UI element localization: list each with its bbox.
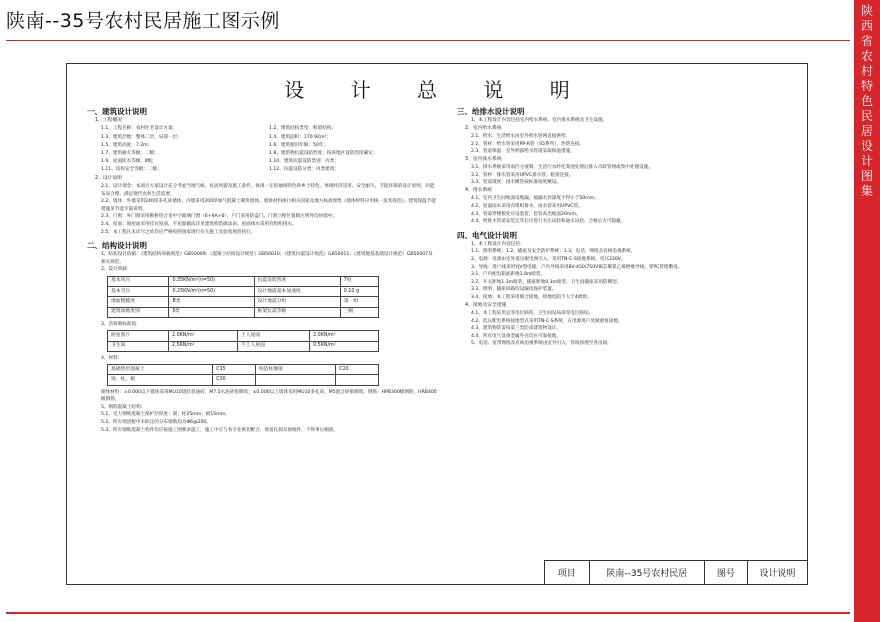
overview-item: 1.3、建筑层数：整体二层，局部一层； [101,134,182,140]
paragraph: 3、导线：进户线采用YJV型电缆，户内导线采用BV-450/750V铜芯聚氯乙烯绝缘导线，穿PC管暗敷设。 [471,264,683,270]
table-cell [255,375,335,385]
paragraph: 1.1、照明系统；1.2、插座及安全防护系统；1.3、电话、网络及有线电视系统。 [471,249,636,255]
header-divider [6,40,850,41]
paragraph: 3.3、照明、插座回路均设漏电保护装置。 [471,287,557,293]
footer-divider [6,612,850,614]
overview-item: 1.7、建筑耐火等级：二级； [101,151,159,157]
table-cell: 上人屋面 [237,331,309,341]
overview-item: 1.10、建筑抗震设防类别：丙类； [269,159,339,165]
paragraph: 5、钢筋混凝土结构： [101,404,146,410]
page-title: 陕南--35号农村民居施工图示例 [6,10,280,32]
overview-item: 1.9、屋面防水等级：Ⅱ级； [101,159,157,165]
paragraph: 4、材料： [101,355,123,361]
titleblock-item-label: 项目 [545,561,590,584]
side-band [854,0,880,622]
overview-item: 1.2、建筑结构类型：框架结构； [269,126,337,132]
table-cell: 2.0KN/m² [310,331,379,341]
table-cell: C20 [336,365,379,375]
titleblock-project-name: 陕南--35号农村民居 [590,561,706,584]
titleblock-drawing-no-label: 图号 [705,561,748,584]
table-row [108,375,379,385]
paragraph: 4.3、建筑物防雷按第三类防雷建筑物设计。 [471,326,561,332]
parameter-table [107,330,379,351]
section-heading: 一、建筑设计说明 [87,107,147,116]
paragraph: 4.4、给排水管道安装完毕后应进行水压试验和通水试验，合格后方可隐蔽。 [471,219,626,225]
paragraph: 4.2、低压配电系统接地型式采用TN-C-S系统，在电源进户处做重复接地。 [471,318,623,324]
subsection-heading: 2、设计说明 [95,175,123,181]
titleblock-drawing-name: 设计说明 [759,569,796,579]
paragraph: 2.5、本工程凡未详尽之处均应严格按照国家现行有关施工及验收规范执行。 [101,229,256,235]
title-block [544,560,807,584]
paragraph: 1、结构设计依据：《建筑结构荷载规范》GB50009；《混凝土结构设计规范》GB50010；《建筑抗震设计规范》GB50011；《建筑地基基础设计规范》GB50007及相关规范。 [101,252,433,265]
table-cell: 基础垫层混凝土 [108,365,213,375]
table-cell: 抗震设防烈度 [254,276,340,286]
subsection-heading: 4、排水系统 [465,187,493,193]
paragraph: 4.2、屋面雨水采用有组织排水，雨水管采用UPVC管。 [471,203,583,209]
paragraph: 4.1、室内卫生间地面设地漏，地漏水封深度不得小于50mm。 [471,196,599,202]
parameter-table [107,276,379,318]
paragraph: 5、电话、宽带网络及有线电视系统由室外引入，管线预埋至各房间。 [471,341,612,347]
table-cell: 设计地震基本加速度 [254,287,340,297]
table-row [108,297,379,307]
overview-item: 1.12、抗震设防分类：丙类建筑； [269,167,339,173]
table-cell: 地面粗糙度 [108,297,169,307]
table-row [108,365,379,375]
paragraph: 5.2、所有现浇板中未标注的分布钢筋均为Φ6@200。 [101,420,211,426]
table-cell: 梁、柱、板 [108,375,213,385]
section-heading: 四、电气设计说明 [457,230,517,240]
table-row [108,276,379,286]
overview-item: 1.1、工程名称：农村住宅设计方案； [101,126,178,132]
paragraph: 3.2、管材：排水管采用UPVC排水管，粘接连接。 [471,172,574,178]
table-cell: 基本雪压 [108,287,169,297]
table-cell: 不上人屋面 [237,341,309,351]
paragraph: 5.3、所有钢筋混凝土构件均应按施工图要求施工，施工中应与各专业密切配合，预留孔洞及预埋件，不得事后剔凿。 [101,427,338,433]
table-cell [336,375,379,385]
table-row [108,331,379,341]
overview-item: 1.4、建筑面积：170.92m²； [269,134,331,140]
paragraph: 2、设计荷载： [101,267,132,273]
paragraph: 3.3、管道坡度：排水横管按标准坡度敷设。 [471,180,561,186]
table-cell: 2.0KN/m² [169,331,238,341]
overview-grid [87,125,437,174]
overview-item: 1.6、建筑使用年限：50年； [269,142,329,148]
subsection-heading: 1、工程概况 [95,118,123,123]
table-cell: 0.35KN/m²(n=50) [169,276,254,286]
table-cell: 设计地震分组 [254,297,340,307]
table-cell: 三级 [340,307,378,317]
sheet-title: 设 计 总 说 明 [284,78,590,102]
paragraph: 2.2、管材：给水管采用PP-R管（S5系列），热熔连接。 [471,141,585,147]
paragraph: 4.3、管道穿楼板处应设套管，套管高出地面20mm。 [471,211,581,217]
table-cell: B类 [169,297,254,307]
subsection-heading: 2、室内给水系统 [465,125,502,131]
subsection-heading: 3、室内排水系统 [465,156,502,162]
overview-item: 1.11、结构安全等级：二级； [101,167,162,173]
section-heading: 三、给排水设计说明 [457,107,525,116]
paragraph: 1、本工程设计内容包括室内给水系统、室内排水系统及卫生设施。 [471,118,608,123]
paragraph: 3.1、排水系统采用雨污分流制，生活污水经化粪池处理后排入市政管网或集中处理设施。 [471,165,653,171]
table-cell: Ⅱ类 [169,307,254,317]
table-cell: 0.25KN/m²(n=50) [169,287,254,297]
paragraph: 2.4、屋面：坡屋面采用挂瓦屋面，平屋面做法详见建筑构造做法表。屋面排水采用有组织排水。 [101,222,297,227]
table-cell: 构造柱圈梁 [255,365,335,375]
overview-item: 1.8、建筑物抗震设防烈度：按该地区设防烈度确定； [269,151,378,157]
left-column [87,102,437,434]
side-label: 陕西省农村特色民居设计图集 [860,4,873,198]
table-cell: 卫生间 [108,341,169,351]
paragraph: 1、本工程设计内容包括： [471,241,525,247]
subsection-heading: 4、接地及安全措施 [465,302,507,308]
paragraph: 4.1、本工程采用总等电位联结，卫生间设局部等电位联结。 [471,310,594,316]
table-cell: 7度 [340,276,378,286]
drawing-sheet [66,63,808,585]
paragraph: 砌体材料：±0.000以下墙体采用MU10烧结普通砖，M7.5水泥砂浆砌筑；±0.000以上墙体采用MU10多孔砖，M5混合砂浆砌筑。钢筋：HPB300级钢筋，HRB400级钢筋。 [101,389,437,403]
parameter-table [107,364,379,385]
table-cell: 建筑场地类别 [108,307,169,317]
paragraph: 4.4、所有电气设备金属外壳均应可靠接地。 [471,333,561,339]
paragraph: 3.2、开关距地1.3m暗装，插座距地0.3m暗装，卫生间插座采用防溅型。 [471,279,622,285]
table-row [108,341,379,351]
paragraph: 3、活荷载标准值： [101,321,141,327]
paragraph: 3.1、户内配电箱底距地1.8m暗装。 [471,272,546,278]
section-heading: 二、结构设计说明 [87,241,147,251]
right-column [457,102,795,348]
paragraph: 5.1、受力钢筋混凝土保护层厚度：梁、柱25mm；板15mm。 [101,412,230,418]
table-cell: 基本风压 [108,276,169,286]
paragraph: 3.4、接地：本工程采用联合接地，接地电阻不大于4欧姆。 [471,294,592,300]
paragraph: 2.1、给水：生活给水由室外给水管网直接供给。 [471,134,571,139]
paragraph: 2.2、墙体：外墙采用240厚多孔砖墙体，内墙采用200厚加气混凝土砌块墙体，墙体材料执行相关国家及地方标准图集《墙体材料应用统一技术规范》。建筑保温节能措施见节能专篇说明。 [101,199,436,212]
paragraph: 2.3、门窗：外门窗采用断桥铝合金中空玻璃门窗（6+9A+6），户门采用防盗门。门窗立樘位置除注明外均居墙中。 [101,214,337,220]
paragraph: 2、电源：电源由室外低压配电网引入，采用TN-C-S接地系统，电压220V。 [471,256,626,262]
paragraph: 2.3、管道保温：室外明露给水管道采取保温措施。 [471,149,575,155]
paragraph: 2.1、设计理念：本项目方案设计充分考虑当地气候、民居风貌及施工条件，体现一定的地域特色和乡土特色。体现经济适用、安全耐久、节能环保的设计原则，功能布局合理，满足现代农村生活需要。 [101,184,435,197]
table-cell: 第一组 [340,297,378,307]
table-cell: 0.10 g [340,287,378,297]
table-cell: 框架抗震等级 [254,307,340,317]
table-cell: C15 [213,365,256,375]
table-cell: C30 [213,375,256,385]
table-row [108,307,379,317]
table-row [108,287,379,297]
table-cell: 0.5KN/m² [310,341,379,351]
table-cell: 2.5KN/m² [169,341,238,351]
overview-item: 1.5、建筑高度：7.2m； [101,142,153,148]
table-cell: 卧室客厅 [108,331,169,341]
